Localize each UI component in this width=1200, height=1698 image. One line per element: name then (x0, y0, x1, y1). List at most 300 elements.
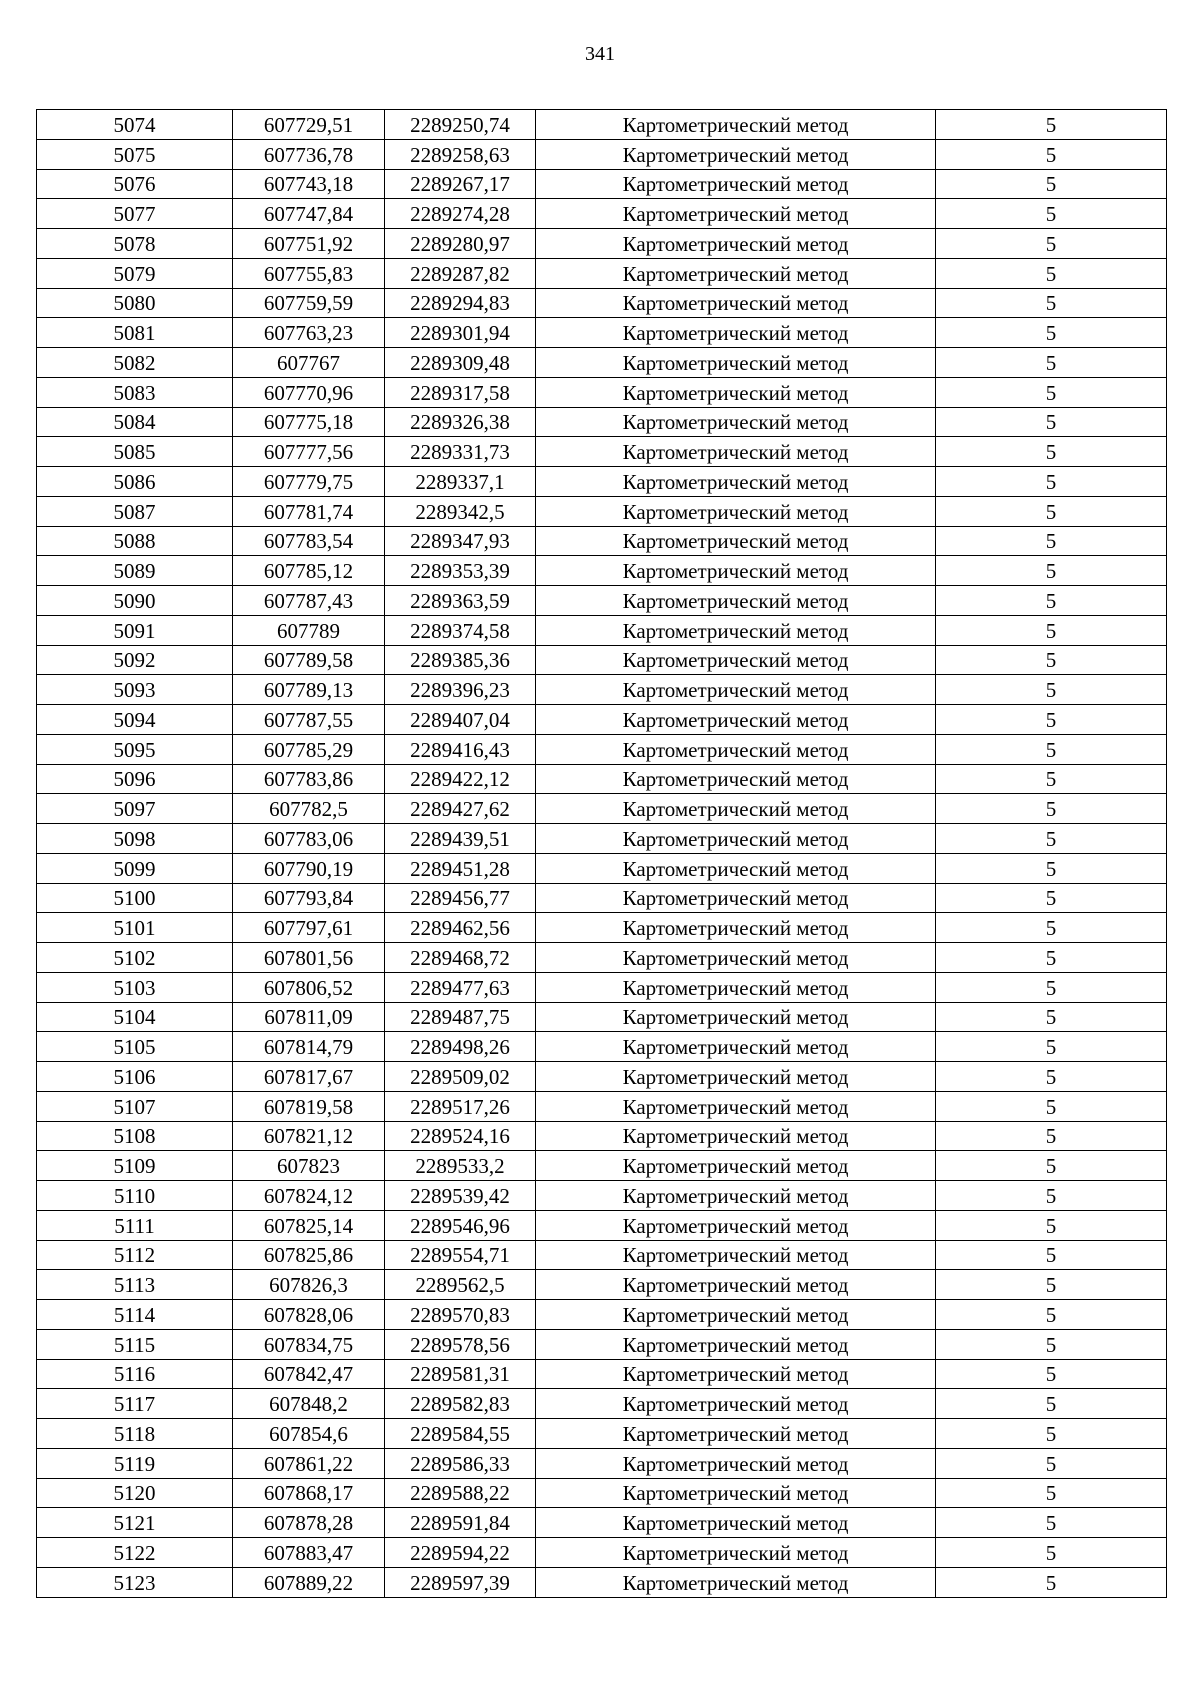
accuracy-cell: 5 (936, 169, 1167, 199)
table-row (37, 526, 1167, 556)
x-coordinate-cell: 607770,96 (233, 377, 385, 407)
y-coordinate-cell: 2289396,23 (385, 675, 536, 705)
accuracy-cell: 5 (936, 377, 1167, 407)
x-coordinate-cell: 607817,67 (233, 1062, 385, 1092)
table-row (37, 496, 1167, 526)
y-coordinate-cell: 2289570,83 (385, 1300, 536, 1330)
y-coordinate-cell: 2289347,93 (385, 526, 536, 556)
x-coordinate-cell: 607819,58 (233, 1091, 385, 1121)
x-coordinate-cell: 607785,12 (233, 556, 385, 586)
table-row (37, 139, 1167, 169)
table-row (37, 1300, 1167, 1330)
point-number-cell: 5081 (37, 318, 233, 348)
x-coordinate-cell: 607777,56 (233, 437, 385, 467)
x-coordinate-cell: 607787,55 (233, 705, 385, 735)
method-cell: Картометрический метод (536, 288, 936, 318)
x-coordinate-cell: 607823 (233, 1151, 385, 1181)
y-coordinate-cell: 2289509,02 (385, 1062, 536, 1092)
point-number-cell: 5093 (37, 675, 233, 705)
point-number-cell: 5116 (37, 1359, 233, 1389)
accuracy-cell: 5 (936, 1210, 1167, 1240)
x-coordinate-cell: 607854,6 (233, 1419, 385, 1449)
x-coordinate-cell: 607743,18 (233, 169, 385, 199)
y-coordinate-cell: 2289416,43 (385, 734, 536, 764)
y-coordinate-cell: 2289287,82 (385, 258, 536, 288)
table-row (37, 1210, 1167, 1240)
method-cell: Картометрический метод (536, 139, 936, 169)
x-coordinate-cell: 607783,06 (233, 824, 385, 854)
accuracy-cell: 5 (936, 1538, 1167, 1568)
accuracy-cell: 5 (936, 496, 1167, 526)
accuracy-cell: 5 (936, 1032, 1167, 1062)
method-cell: Картометрический метод (536, 556, 936, 586)
x-coordinate-cell: 607785,29 (233, 734, 385, 764)
point-number-cell: 5106 (37, 1062, 233, 1092)
table-row (37, 675, 1167, 705)
table-row (37, 824, 1167, 854)
accuracy-cell: 5 (936, 1091, 1167, 1121)
point-number-cell: 5086 (37, 467, 233, 497)
table-row (37, 615, 1167, 645)
y-coordinate-cell: 2289451,28 (385, 853, 536, 883)
table-row (37, 645, 1167, 675)
table-row (37, 972, 1167, 1002)
y-coordinate-cell: 2289294,83 (385, 288, 536, 318)
accuracy-cell: 5 (936, 943, 1167, 973)
table-row (37, 556, 1167, 586)
table-row (37, 1478, 1167, 1508)
y-coordinate-cell: 2289317,58 (385, 377, 536, 407)
table-row (37, 1508, 1167, 1538)
table-row (37, 1538, 1167, 1568)
method-cell: Картометрический метод (536, 1359, 936, 1389)
table-row (37, 943, 1167, 973)
y-coordinate-cell: 2289546,96 (385, 1210, 536, 1240)
accuracy-cell: 5 (936, 1270, 1167, 1300)
accuracy-cell: 5 (936, 794, 1167, 824)
method-cell: Картометрический метод (536, 615, 936, 645)
x-coordinate-cell: 607889,22 (233, 1567, 385, 1597)
accuracy-cell: 5 (936, 199, 1167, 229)
y-coordinate-cell: 2289353,39 (385, 556, 536, 586)
table-row (37, 199, 1167, 229)
accuracy-cell: 5 (936, 318, 1167, 348)
x-coordinate-cell: 607883,47 (233, 1538, 385, 1568)
method-cell: Картометрический метод (536, 883, 936, 913)
point-number-cell: 5115 (37, 1329, 233, 1359)
y-coordinate-cell: 2289591,84 (385, 1508, 536, 1538)
x-coordinate-cell: 607868,17 (233, 1478, 385, 1508)
x-coordinate-cell: 607825,14 (233, 1210, 385, 1240)
y-coordinate-cell: 2289407,04 (385, 705, 536, 735)
method-cell: Картометрический метод (536, 853, 936, 883)
x-coordinate-cell: 607779,75 (233, 467, 385, 497)
accuracy-cell: 5 (936, 1419, 1167, 1449)
method-cell: Картометрический метод (536, 169, 936, 199)
method-cell: Картометрический метод (536, 1002, 936, 1032)
table-row (37, 1329, 1167, 1359)
table-row (37, 1032, 1167, 1062)
table-row (37, 1062, 1167, 1092)
point-number-cell: 5122 (37, 1538, 233, 1568)
y-coordinate-cell: 2289487,75 (385, 1002, 536, 1032)
y-coordinate-cell: 2289539,42 (385, 1181, 536, 1211)
accuracy-cell: 5 (936, 675, 1167, 705)
y-coordinate-cell: 2289582,83 (385, 1389, 536, 1419)
y-coordinate-cell: 2289385,36 (385, 645, 536, 675)
accuracy-cell: 5 (936, 615, 1167, 645)
table-row (37, 1419, 1167, 1449)
method-cell: Картометрический метод (536, 229, 936, 259)
point-number-cell: 5101 (37, 913, 233, 943)
x-coordinate-cell: 607861,22 (233, 1448, 385, 1478)
method-cell: Картометрический метод (536, 764, 936, 794)
accuracy-cell: 5 (936, 1389, 1167, 1419)
x-coordinate-cell: 607848,2 (233, 1389, 385, 1419)
method-cell: Картометрический метод (536, 1240, 936, 1270)
point-number-cell: 5088 (37, 526, 233, 556)
point-number-cell: 5117 (37, 1389, 233, 1419)
method-cell: Картометрический метод (536, 1508, 936, 1538)
x-coordinate-cell: 607825,86 (233, 1240, 385, 1270)
method-cell: Картометрический метод (536, 1567, 936, 1597)
accuracy-cell: 5 (936, 1567, 1167, 1597)
point-number-cell: 5094 (37, 705, 233, 735)
y-coordinate-cell: 2289477,63 (385, 972, 536, 1002)
y-coordinate-cell: 2289422,12 (385, 764, 536, 794)
x-coordinate-cell: 607736,78 (233, 139, 385, 169)
y-coordinate-cell: 2289427,62 (385, 794, 536, 824)
y-coordinate-cell: 2289586,33 (385, 1448, 536, 1478)
y-coordinate-cell: 2289342,5 (385, 496, 536, 526)
table-row (37, 169, 1167, 199)
method-cell: Картометрический метод (536, 794, 936, 824)
y-coordinate-cell: 2289498,26 (385, 1032, 536, 1062)
y-coordinate-cell: 2289524,16 (385, 1121, 536, 1151)
point-number-cell: 5104 (37, 1002, 233, 1032)
method-cell: Картометрический метод (536, 496, 936, 526)
table-row (37, 705, 1167, 735)
method-cell: Картометрический метод (536, 1091, 936, 1121)
table-row (37, 407, 1167, 437)
x-coordinate-cell: 607775,18 (233, 407, 385, 437)
y-coordinate-cell: 2289462,56 (385, 913, 536, 943)
x-coordinate-cell: 607751,92 (233, 229, 385, 259)
accuracy-cell: 5 (936, 437, 1167, 467)
y-coordinate-cell: 2289267,17 (385, 169, 536, 199)
table-row (37, 1359, 1167, 1389)
table-row (37, 764, 1167, 794)
table-row (37, 229, 1167, 259)
point-number-cell: 5108 (37, 1121, 233, 1151)
table-row (37, 258, 1167, 288)
y-coordinate-cell: 2289554,71 (385, 1240, 536, 1270)
accuracy-cell: 5 (936, 348, 1167, 378)
accuracy-cell: 5 (936, 1300, 1167, 1330)
method-cell: Картометрический метод (536, 1062, 936, 1092)
table-row (37, 853, 1167, 883)
x-coordinate-cell: 607755,83 (233, 258, 385, 288)
x-coordinate-cell: 607789 (233, 615, 385, 645)
x-coordinate-cell: 607797,61 (233, 913, 385, 943)
method-cell: Картометрический метод (536, 972, 936, 1002)
point-number-cell: 5105 (37, 1032, 233, 1062)
x-coordinate-cell: 607789,13 (233, 675, 385, 705)
point-number-cell: 5096 (37, 764, 233, 794)
method-cell: Картометрический метод (536, 1121, 936, 1151)
method-cell: Картометрический метод (536, 1300, 936, 1330)
x-coordinate-cell: 607767 (233, 348, 385, 378)
x-coordinate-cell: 607828,06 (233, 1300, 385, 1330)
method-cell: Картометрический метод (536, 645, 936, 675)
method-cell: Картометрический метод (536, 467, 936, 497)
table-row (37, 288, 1167, 318)
point-number-cell: 5121 (37, 1508, 233, 1538)
point-number-cell: 5111 (37, 1210, 233, 1240)
point-number-cell: 5091 (37, 615, 233, 645)
table-row (37, 467, 1167, 497)
y-coordinate-cell: 2289517,26 (385, 1091, 536, 1121)
point-number-cell: 5120 (37, 1478, 233, 1508)
page-number: 341 (585, 43, 615, 65)
method-cell: Картометрический метод (536, 1538, 936, 1568)
accuracy-cell: 5 (936, 1448, 1167, 1478)
table-row (37, 348, 1167, 378)
accuracy-cell: 5 (936, 1508, 1167, 1538)
x-coordinate-cell: 607834,75 (233, 1329, 385, 1359)
x-coordinate-cell: 607783,54 (233, 526, 385, 556)
point-number-cell: 5119 (37, 1448, 233, 1478)
table-row (37, 1270, 1167, 1300)
method-cell: Картометрический метод (536, 943, 936, 973)
x-coordinate-cell: 607729,51 (233, 110, 385, 140)
y-coordinate-cell: 2289597,39 (385, 1567, 536, 1597)
x-coordinate-cell: 607759,59 (233, 288, 385, 318)
point-number-cell: 5114 (37, 1300, 233, 1330)
method-cell: Картометрический метод (536, 1329, 936, 1359)
method-cell: Картометрический метод (536, 348, 936, 378)
method-cell: Картометрический метод (536, 913, 936, 943)
point-number-cell: 5080 (37, 288, 233, 318)
accuracy-cell: 5 (936, 1329, 1167, 1359)
table-row (37, 318, 1167, 348)
accuracy-cell: 5 (936, 407, 1167, 437)
table-row (37, 734, 1167, 764)
x-coordinate-cell: 607790,19 (233, 853, 385, 883)
accuracy-cell: 5 (936, 1240, 1167, 1270)
point-number-cell: 5103 (37, 972, 233, 1002)
point-number-cell: 5109 (37, 1151, 233, 1181)
y-coordinate-cell: 2289309,48 (385, 348, 536, 378)
point-number-cell: 5090 (37, 586, 233, 616)
y-coordinate-cell: 2289581,31 (385, 1359, 536, 1389)
method-cell: Картометрический метод (536, 675, 936, 705)
method-cell: Картометрический метод (536, 258, 936, 288)
y-coordinate-cell: 2289594,22 (385, 1538, 536, 1568)
x-coordinate-cell: 607781,74 (233, 496, 385, 526)
method-cell: Картометрический метод (536, 199, 936, 229)
x-coordinate-cell: 607789,58 (233, 645, 385, 675)
coordinates-table-body (37, 110, 1167, 1598)
accuracy-cell: 5 (936, 139, 1167, 169)
y-coordinate-cell: 2289363,59 (385, 586, 536, 616)
point-number-cell: 5102 (37, 943, 233, 973)
accuracy-cell: 5 (936, 1478, 1167, 1508)
y-coordinate-cell: 2289578,56 (385, 1329, 536, 1359)
accuracy-cell: 5 (936, 913, 1167, 943)
x-coordinate-cell: 607811,09 (233, 1002, 385, 1032)
point-number-cell: 5074 (37, 110, 233, 140)
x-coordinate-cell: 607821,12 (233, 1121, 385, 1151)
y-coordinate-cell: 2289374,58 (385, 615, 536, 645)
method-cell: Картометрический метод (536, 407, 936, 437)
accuracy-cell: 5 (936, 556, 1167, 586)
method-cell: Картометрический метод (536, 586, 936, 616)
method-cell: Картометрический метод (536, 1032, 936, 1062)
point-number-cell: 5098 (37, 824, 233, 854)
y-coordinate-cell: 2289250,74 (385, 110, 536, 140)
x-coordinate-cell: 607878,28 (233, 1508, 385, 1538)
accuracy-cell: 5 (936, 824, 1167, 854)
x-coordinate-cell: 607806,52 (233, 972, 385, 1002)
table-row (37, 1181, 1167, 1211)
y-coordinate-cell: 2289588,22 (385, 1478, 536, 1508)
accuracy-cell: 5 (936, 705, 1167, 735)
accuracy-cell: 5 (936, 110, 1167, 140)
point-number-cell: 5076 (37, 169, 233, 199)
method-cell: Картометрический метод (536, 1181, 936, 1211)
accuracy-cell: 5 (936, 1359, 1167, 1389)
method-cell: Картометрический метод (536, 526, 936, 556)
y-coordinate-cell: 2289337,1 (385, 467, 536, 497)
point-number-cell: 5075 (37, 139, 233, 169)
accuracy-cell: 5 (936, 734, 1167, 764)
method-cell: Картометрический метод (536, 1210, 936, 1240)
point-number-cell: 5113 (37, 1270, 233, 1300)
x-coordinate-cell: 607747,84 (233, 199, 385, 229)
method-cell: Картометрический метод (536, 1270, 936, 1300)
table-row (37, 883, 1167, 913)
table-row (37, 1151, 1167, 1181)
x-coordinate-cell: 607842,47 (233, 1359, 385, 1389)
x-coordinate-cell: 607793,84 (233, 883, 385, 913)
point-number-cell: 5084 (37, 407, 233, 437)
table-row (37, 437, 1167, 467)
point-number-cell: 5077 (37, 199, 233, 229)
method-cell: Картометрический метод (536, 1448, 936, 1478)
point-number-cell: 5099 (37, 853, 233, 883)
method-cell: Картометрический метод (536, 377, 936, 407)
point-number-cell: 5089 (37, 556, 233, 586)
accuracy-cell: 5 (936, 853, 1167, 883)
accuracy-cell: 5 (936, 258, 1167, 288)
y-coordinate-cell: 2289468,72 (385, 943, 536, 973)
point-number-cell: 5085 (37, 437, 233, 467)
y-coordinate-cell: 2289258,63 (385, 139, 536, 169)
point-number-cell: 5107 (37, 1091, 233, 1121)
point-number-cell: 5110 (37, 1181, 233, 1211)
method-cell: Картометрический метод (536, 1419, 936, 1449)
table-row (37, 913, 1167, 943)
point-number-cell: 5118 (37, 1419, 233, 1449)
accuracy-cell: 5 (936, 645, 1167, 675)
method-cell: Картометрический метод (536, 1389, 936, 1419)
y-coordinate-cell: 2289584,55 (385, 1419, 536, 1449)
point-number-cell: 5097 (37, 794, 233, 824)
x-coordinate-cell: 607787,43 (233, 586, 385, 616)
point-number-cell: 5083 (37, 377, 233, 407)
method-cell: Картометрический метод (536, 110, 936, 140)
method-cell: Картометрический метод (536, 437, 936, 467)
x-coordinate-cell: 607814,79 (233, 1032, 385, 1062)
method-cell: Картометрический метод (536, 705, 936, 735)
method-cell: Картометрический метод (536, 734, 936, 764)
accuracy-cell: 5 (936, 467, 1167, 497)
y-coordinate-cell: 2289533,2 (385, 1151, 536, 1181)
x-coordinate-cell: 607782,5 (233, 794, 385, 824)
coordinates-table (36, 109, 1167, 1598)
accuracy-cell: 5 (936, 883, 1167, 913)
point-number-cell: 5100 (37, 883, 233, 913)
table-row (37, 586, 1167, 616)
x-coordinate-cell: 607801,56 (233, 943, 385, 973)
accuracy-cell: 5 (936, 1121, 1167, 1151)
table-row (37, 377, 1167, 407)
table-row (37, 1389, 1167, 1419)
y-coordinate-cell: 2289456,77 (385, 883, 536, 913)
accuracy-cell: 5 (936, 229, 1167, 259)
table-row (37, 1240, 1167, 1270)
x-coordinate-cell: 607824,12 (233, 1181, 385, 1211)
y-coordinate-cell: 2289331,73 (385, 437, 536, 467)
method-cell: Картометрический метод (536, 1151, 936, 1181)
point-number-cell: 5087 (37, 496, 233, 526)
x-coordinate-cell: 607763,23 (233, 318, 385, 348)
y-coordinate-cell: 2289562,5 (385, 1270, 536, 1300)
accuracy-cell: 5 (936, 764, 1167, 794)
table-row (37, 1091, 1167, 1121)
y-coordinate-cell: 2289301,94 (385, 318, 536, 348)
table-row (37, 1567, 1167, 1597)
y-coordinate-cell: 2289439,51 (385, 824, 536, 854)
table-row (37, 794, 1167, 824)
table-row (37, 1002, 1167, 1032)
y-coordinate-cell: 2289280,97 (385, 229, 536, 259)
point-number-cell: 5112 (37, 1240, 233, 1270)
table-row (37, 110, 1167, 140)
accuracy-cell: 5 (936, 586, 1167, 616)
accuracy-cell: 5 (936, 1181, 1167, 1211)
accuracy-cell: 5 (936, 1062, 1167, 1092)
x-coordinate-cell: 607826,3 (233, 1270, 385, 1300)
point-number-cell: 5092 (37, 645, 233, 675)
table-row (37, 1121, 1167, 1151)
point-number-cell: 5123 (37, 1567, 233, 1597)
y-coordinate-cell: 2289326,38 (385, 407, 536, 437)
accuracy-cell: 5 (936, 1002, 1167, 1032)
point-number-cell: 5078 (37, 229, 233, 259)
y-coordinate-cell: 2289274,28 (385, 199, 536, 229)
method-cell: Картометрический метод (536, 318, 936, 348)
point-number-cell: 5082 (37, 348, 233, 378)
accuracy-cell: 5 (936, 526, 1167, 556)
table-row (37, 1448, 1167, 1478)
method-cell: Картометрический метод (536, 824, 936, 854)
accuracy-cell: 5 (936, 1151, 1167, 1181)
point-number-cell: 5095 (37, 734, 233, 764)
method-cell: Картометрический метод (536, 1478, 936, 1508)
point-number-cell: 5079 (37, 258, 233, 288)
